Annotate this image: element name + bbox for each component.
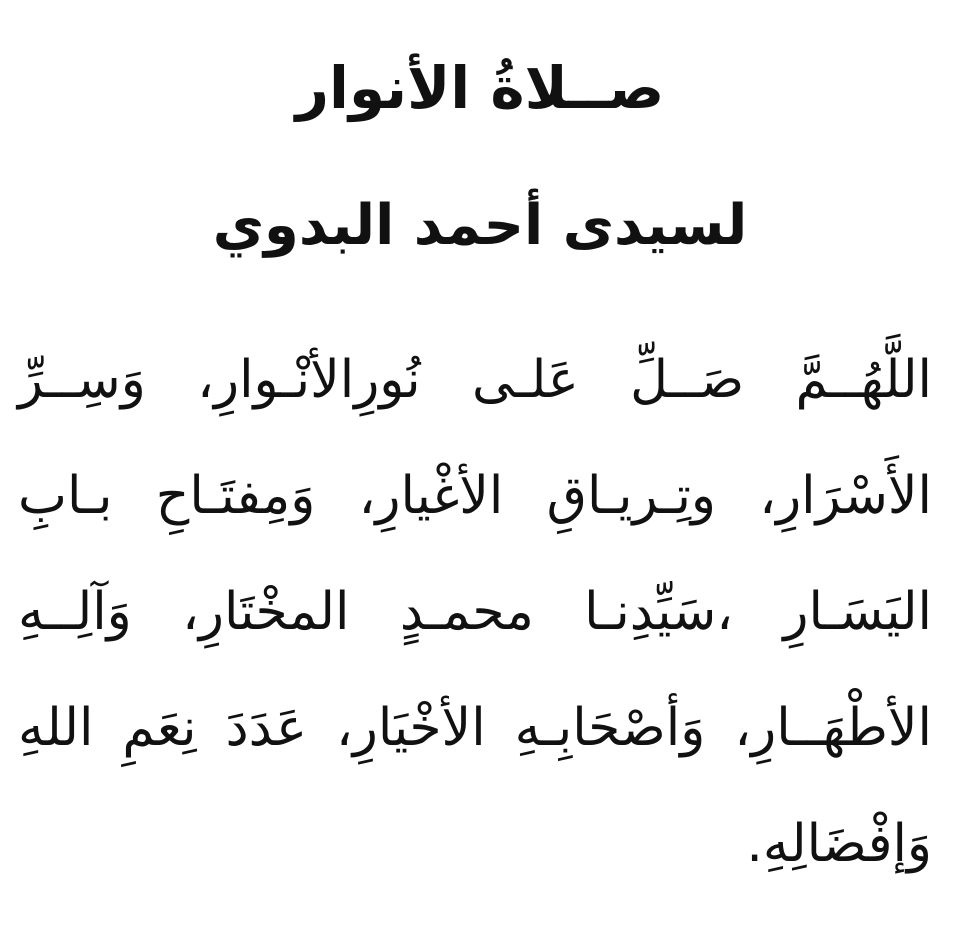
prayer-line-3: اليَسَـارِ ،سَيِّدِنـا محمـدٍ المخْتَارِ، وَآلِــهِ bbox=[18, 582, 932, 642]
prayer-line-1: اللَّهُــمَّ صَــلِّ عَلـى نُورِالأنْـوارِ، وَسِــرِّ bbox=[18, 350, 932, 410]
prayer-text bbox=[18, 322, 932, 902]
prayer-line-5: وَإفْضَالِهِ. bbox=[746, 814, 932, 874]
prayer-line-4: الأطْهَــارِ، وَأصْحَابِـهِ الأخْيَارِ، عَدَدَ نِعَمِ اللهِ bbox=[18, 698, 932, 758]
document-subtitle: لسيدى أحمد البدوي bbox=[212, 193, 748, 258]
document-title: صــلاةُ الأنوار bbox=[295, 54, 665, 122]
prayer-line-2: الأَسْرَارِ، وتِـريـاقِ الأغْيارِ، وَمِفتَـاحِ بـابِ bbox=[18, 466, 932, 526]
